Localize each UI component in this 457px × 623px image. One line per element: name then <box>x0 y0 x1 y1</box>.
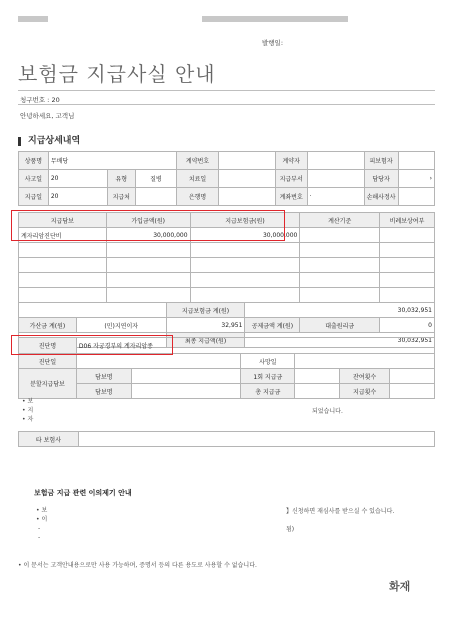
other-insurer-table <box>18 431 435 447</box>
bullet-right-text: 되었습니다. <box>312 408 343 415</box>
type-value: 질병 <box>135 170 176 188</box>
total-paid-value: 30,032,951 <box>245 303 435 318</box>
bullet-list <box>22 397 33 424</box>
section-title-appeal: 보험금 지급 관련 이의제기 안내 <box>34 489 132 497</box>
footer-note: • 이 문서는 고객안내용으로만 사용 가능하며, 증명서 등의 다른 용도로 사용할 수 없습니다. <box>18 562 257 569</box>
list-item: • 지 <box>22 407 34 414</box>
product-value: 무배당 <box>48 152 176 170</box>
redacted-header-text <box>202 16 348 22</box>
pay-to-label: 지급처 <box>107 188 135 206</box>
pay-to-value <box>135 188 176 206</box>
issue-date-label: 발행일: <box>262 39 284 47</box>
account-label: 계좌번호 <box>275 188 307 206</box>
col-header-insured-amount: 가입금액(원) <box>106 213 190 228</box>
proportional <box>380 228 435 243</box>
col-header-basis: 계산기준 <box>300 213 380 228</box>
final-amount-value: 30,032,951 <box>245 333 435 348</box>
divider <box>18 104 435 105</box>
expand-arrow-icon[interactable]: › <box>398 170 434 188</box>
adjuster-value <box>398 188 434 206</box>
interest-label: 가산금 계(원) <box>19 318 77 333</box>
pay-date-value: 20 <box>48 188 107 206</box>
claim-number: 청구번호 : 20 <box>20 96 60 104</box>
appeal-list <box>36 506 47 542</box>
paid-amount: 30,000,000 <box>190 228 300 243</box>
contractor-label: 계약자 <box>275 152 307 170</box>
coverage-name: 계자리암진단비 <box>19 228 107 243</box>
remaining-count-label: 잔여횟수 <box>340 369 390 384</box>
appeal-right-line-1: 】신청하면 재심사를 받으실 수 있습니다. <box>286 508 395 515</box>
divider <box>18 90 435 91</box>
highlight-box-headers <box>11 210 285 241</box>
table-row <box>19 288 435 303</box>
highlight-box-diagnosis <box>11 335 173 355</box>
bank-label: 은행명 <box>177 188 219 206</box>
total-paid-label: 지급보험금 계(원) <box>166 303 245 318</box>
adjuster-label: 손해사정사 <box>364 188 398 206</box>
coverage-name-label: 담보명 <box>76 384 131 399</box>
pay-date-label: 지급일 <box>19 188 49 206</box>
list-item: • 보 <box>36 507 48 514</box>
contractor-value <box>307 152 364 170</box>
product-label: 상품명 <box>19 152 49 170</box>
list-item: • 자 <box>22 416 34 423</box>
coverage-name-label: 담보명 <box>76 369 131 384</box>
contract-no-label: 계약번호 <box>177 152 219 170</box>
greeting: 안녕하세요, 고객님 <box>20 112 75 120</box>
brand-logo: 화재 <box>389 580 411 593</box>
loan-value: 0 <box>380 318 435 333</box>
list-item: • 이 <box>36 516 48 523</box>
treat-date-value <box>218 170 275 188</box>
list-item: • 보 <box>22 398 34 405</box>
col-header-coverage: 지급담보 <box>19 213 107 228</box>
loan-label: 대출원리금 <box>300 318 380 333</box>
bank-value <box>218 188 275 206</box>
accident-date-value: 20 <box>48 170 107 188</box>
table-row <box>19 258 435 273</box>
type-label: 유형 <box>107 170 135 188</box>
basis <box>300 228 380 243</box>
other-insurer-label: 타 보험사 <box>19 432 79 447</box>
deduction-value: 32,951 <box>166 318 245 333</box>
first-payment-label: 1회 지급금 <box>241 369 295 384</box>
appeal-right-line-2: 됨) <box>286 526 295 533</box>
total-payment-label: 총 지급금 <box>241 384 295 399</box>
diagnosis-value: D06 자궁경부의 계자리암종 <box>76 338 434 354</box>
diagnosis-label: 진단명 <box>19 338 77 354</box>
col-header-paid-amount: 지급보험금(원) <box>190 213 300 228</box>
payment-count-label: 지급횟수 <box>340 384 390 399</box>
account-value: · <box>307 188 364 206</box>
pay-dept-value <box>307 170 364 188</box>
insured-value <box>398 152 434 170</box>
handler-label: 담당자 <box>364 170 398 188</box>
installment-label: 분할지급담보 <box>19 369 77 399</box>
death-date-label: 사망일 <box>241 354 295 369</box>
list-item: - <box>38 534 41 541</box>
diagnosis-date-label: 진단일 <box>19 354 77 369</box>
list-item: - <box>38 525 41 532</box>
col-header-proportional: 비례보상여부 <box>380 213 435 228</box>
deduction-label: (민)지연이자 <box>76 318 166 333</box>
info-table <box>18 151 435 206</box>
redacted-company-name <box>18 16 48 22</box>
pay-dept-label: 지급부서 <box>275 170 307 188</box>
accident-date-label: 사고일 <box>19 170 49 188</box>
treat-date-label: 치료일 <box>177 170 219 188</box>
table-row <box>19 273 435 288</box>
offset-label: 공제금액 계(원) <box>245 318 300 333</box>
table-row <box>19 243 435 258</box>
insured-label: 피보험자 <box>364 152 398 170</box>
contract-no-value <box>218 152 275 170</box>
section-title-details: 지급상세내역 <box>18 137 80 146</box>
final-amount-label: 최종 지급액(원) <box>166 333 245 348</box>
insured-amount: 30,000,000 <box>106 228 190 243</box>
page-title: 보험금 지급사실 안내 <box>18 62 216 86</box>
